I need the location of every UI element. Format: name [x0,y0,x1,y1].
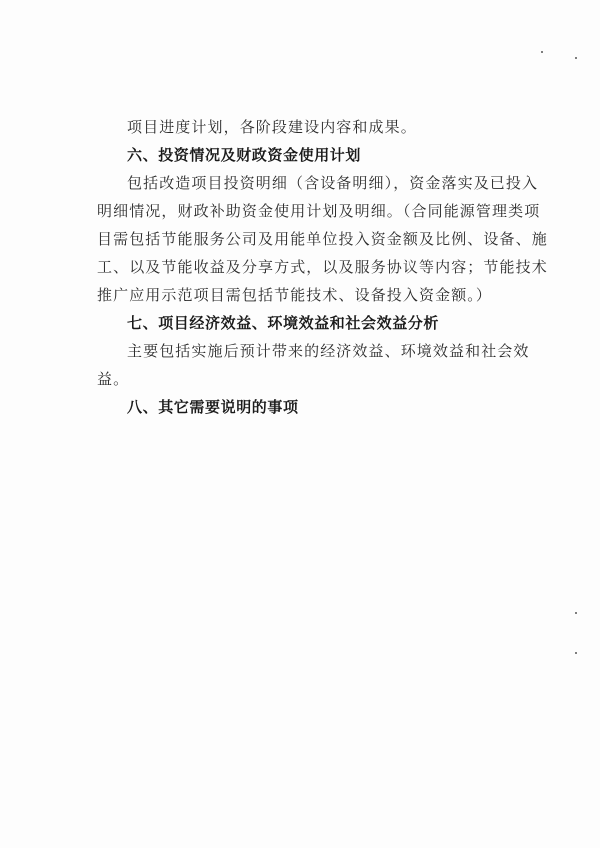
paragraph-line: 推广应用示范项目需包括节能技术、设备投入资金额。） [97,286,493,304]
paragraph-line: 明细情况，财政补助资金使用计划及明细。（合同能源管理类项 [97,202,541,220]
paragraph-line: 益。 [97,370,130,388]
paragraph-line: 目需包括节能服务公司及用能单位投入资金额及比例、设备、施 [97,230,548,248]
scan-speck [575,612,577,614]
paragraph-line: 项目进度计划，各阶段建设内容和成果。 [127,118,417,136]
scan-speck [541,51,543,53]
paragraph-line: 包括改造项目投资明细（含设备明细），资金落实及已投入 [127,174,539,192]
section-heading-6: 六、投资情况及财政资金使用计划 [127,146,362,164]
section-heading-7: 七、项目经济效益、环境效益和社会效益分析 [127,314,440,332]
paragraph-line: 主要包括实施后预计带来的经济效益、环境效益和社会效 [127,342,530,360]
scan-speck [575,652,577,654]
scan-speck [575,57,577,59]
paragraph-line: 工、以及节能收益及分享方式，以及服务协议等内容；节能技术 [97,258,548,276]
section-heading-8: 八、其它需要说明的事项 [127,398,299,416]
